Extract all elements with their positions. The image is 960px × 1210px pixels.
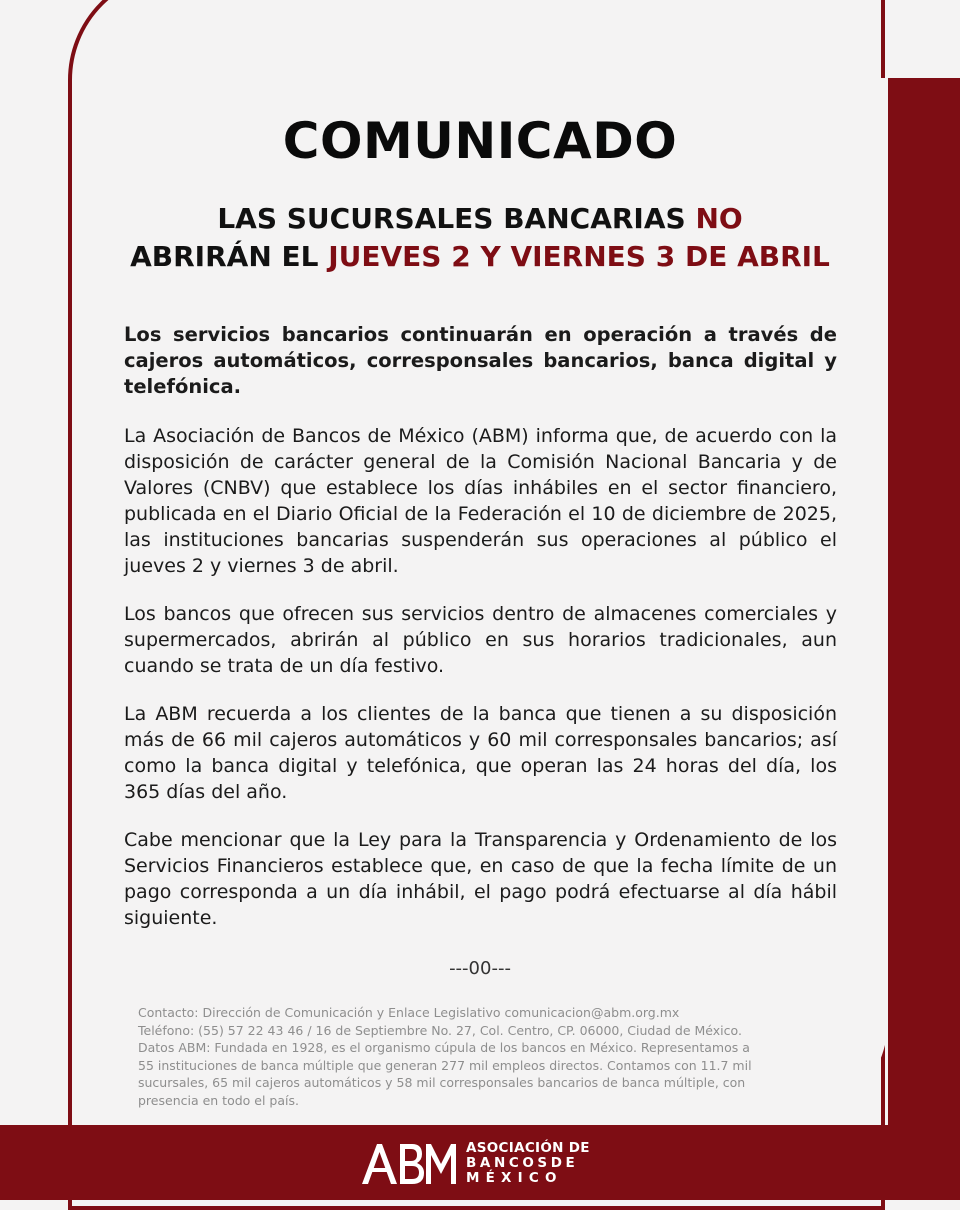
press-release-body bbox=[124, 322, 837, 953]
headline bbox=[100, 200, 860, 276]
abm-logo-text bbox=[466, 1141, 606, 1186]
logo-line-1: ASOCIACIÓN DE bbox=[466, 1140, 590, 1156]
logo-line-2: BANCOSDE bbox=[466, 1155, 579, 1171]
headline-text: ABRIRÁN EL bbox=[130, 240, 329, 273]
headline-line-2 bbox=[100, 238, 860, 276]
lead-paragraph: Los servicios bancarios continuarán en operación a través de cajeros automáticos, corresponsales bancarios, banca digital y telefónica. bbox=[124, 323, 837, 398]
page-title: COMUNICADO bbox=[282, 112, 678, 170]
headline-highlight: JUEVES 2 Y VIERNES 3 DE ABRIL bbox=[328, 240, 830, 273]
contact-line: presencia en todo el país. bbox=[138, 1092, 299, 1108]
body-paragraph: La ABM recuerda a los clientes de la banca que tienen a su disposición más de 66 mil cajeros automáticos y 60 mil corresponsales bancarios; así como la banca digital y telefónica, que operan las 24 horas del día, los 365 días del año. bbox=[124, 703, 837, 803]
logo-line-3: MÉXICO bbox=[466, 1170, 563, 1186]
right-brand-band bbox=[888, 78, 960, 1200]
abm-logo bbox=[360, 1138, 620, 1188]
contact-info bbox=[138, 1004, 823, 1109]
body-paragraph: La Asociación de Bancos de México (ABM) informa que, de acuerdo con la disposición de carácter general de la Comisión Nacional Bancaria y de Valores (CNBV) que establece los días inhábiles en el sector financiero, publicada en el Diario Oficial de la Federación el 10 de diciembre de 2025, las instituciones bancarias suspenderán sus operaciones al público el jueves 2 y viernes 3 de abril. bbox=[124, 425, 837, 577]
headline-highlight: NO bbox=[695, 202, 743, 235]
headline-line-1 bbox=[100, 200, 860, 238]
contact-line: Datos ABM: Fundada en 1928, es el organismo cúpula de los bancos en México. Representamos a bbox=[138, 1040, 750, 1055]
headline-text: LAS SUCURSALES BANCARIAS bbox=[217, 202, 696, 235]
body-paragraph: Cabe mencionar que la Ley para la Transparencia y Ordenamiento de los Servicios Financieros establece que, en caso de que la fecha límite de un pago corresponda a un día inhábil, el pago podrá efectuarse al día hábil siguiente. bbox=[124, 829, 837, 929]
contact-line: 55 instituciones de banca múltiple que generan 277 mil empleos directos. Contamos con 11.7 mil bbox=[138, 1057, 752, 1073]
contact-line: Contacto: Dirección de Comunicación y Enlace Legislativo comunicacion@abm.org.mx bbox=[138, 1005, 680, 1020]
abm-logo-mark bbox=[360, 1138, 460, 1188]
end-mark: ---00--- bbox=[449, 958, 511, 979]
contact-line: Teléfono: (55) 57 22 43 46 / 16 de Septiembre No. 27, Col. Centro, CP. 06000, Ciudad de México. bbox=[138, 1022, 742, 1038]
body-paragraph: Los bancos que ofrecen sus servicios dentro de almacenes comerciales y supermercados, abrirán al público en sus horarios tradicionales, aun cuando se trata de un día festivo. bbox=[124, 603, 837, 677]
contact-line: sucursales, 65 mil cajeros automáticos y 58 mil corresponsales bancarios de banca múltiple, con bbox=[138, 1075, 746, 1090]
